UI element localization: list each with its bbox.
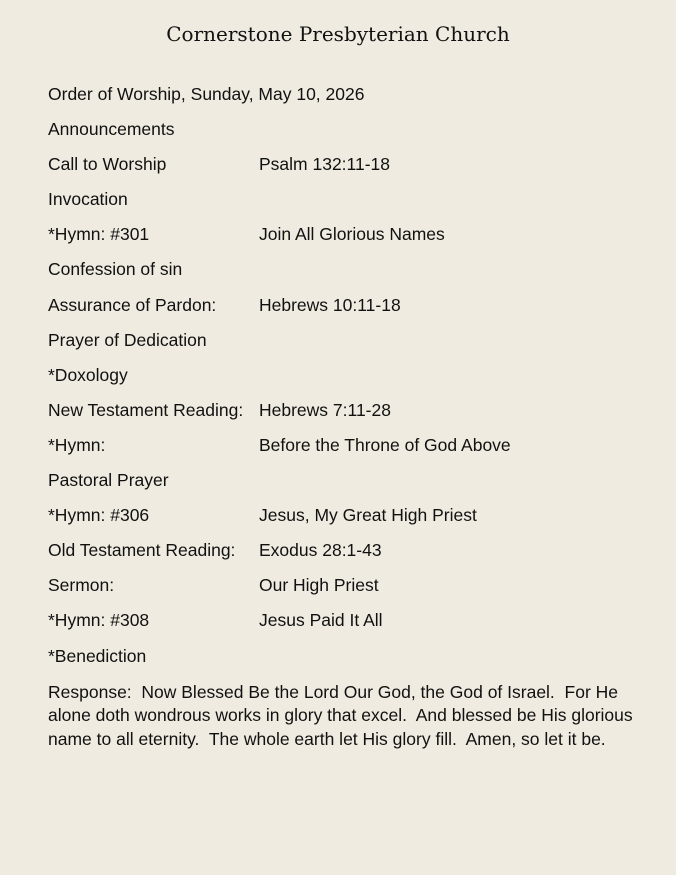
- item-value: Hebrews 10:11-18: [259, 294, 401, 315]
- item-label: Call to Worship: [48, 154, 167, 175]
- item-label: *Benediction: [48, 645, 147, 666]
- list-item: [48, 327, 638, 362]
- item-value: Psalm 132:11-18: [259, 154, 391, 175]
- item-label: Prayer of Dedication: [48, 329, 207, 350]
- item-label: Assurance of Pardon:: [48, 294, 217, 315]
- item-label: Confession of sin: [48, 259, 183, 280]
- item-value: Before the Throne of God Above: [259, 434, 511, 455]
- list-item: [48, 537, 638, 572]
- item-label: *Hymn: #306: [48, 505, 150, 526]
- page-title: Cornerstone Presbyterian Church: [166, 22, 510, 46]
- list-item: [48, 151, 638, 186]
- list-item: [48, 432, 638, 467]
- item-label: Sermon:: [48, 575, 115, 596]
- list-item: [48, 256, 638, 291]
- item-label: Announcements: [48, 119, 175, 140]
- item-label: *Doxology: [48, 364, 128, 385]
- item-value: Hebrews 7:11-28: [259, 399, 391, 420]
- list-item: [48, 467, 638, 502]
- item-value: Exodus 28:1-43: [259, 540, 382, 561]
- item-label: Order of Worship, Sunday, May 10, 2026: [48, 84, 365, 104]
- list-item: [48, 362, 638, 397]
- item-value: Jesus, My Great High Priest: [259, 505, 477, 526]
- item-label: Old Testament Reading:: [48, 540, 236, 561]
- item-label: New Testament Reading:: [48, 399, 244, 420]
- list-item: [48, 221, 638, 256]
- item-label: *Hymn:: [48, 434, 106, 455]
- list-item: [48, 116, 638, 151]
- item-label: *Hymn: #308: [48, 610, 150, 631]
- list-item: [48, 81, 638, 116]
- item-value: Jesus Paid It All: [259, 610, 383, 631]
- list-item: [48, 572, 638, 607]
- item-value: Join All Glorious Names: [259, 224, 445, 245]
- list-item: [48, 397, 638, 432]
- list-item: [48, 292, 638, 327]
- list-item: [48, 643, 638, 678]
- item-label: *Hymn: #301: [48, 224, 150, 245]
- list-item: [48, 502, 638, 537]
- response-paragraph: Response: Now Blessed Be the Lord Our God, the God of Israel. For He alone doth wondrous works in glory that excel. And blessed be His glorious name to all eternity. The whole earth let His glory fill. Amen, so let it be.: [48, 682, 638, 749]
- list-item: [48, 607, 638, 642]
- order-of-worship-list: [48, 81, 638, 678]
- item-value: Our High Priest: [259, 575, 379, 596]
- item-label: Pastoral Prayer: [48, 470, 169, 491]
- item-label: Invocation: [48, 189, 128, 210]
- list-item: [48, 186, 638, 221]
